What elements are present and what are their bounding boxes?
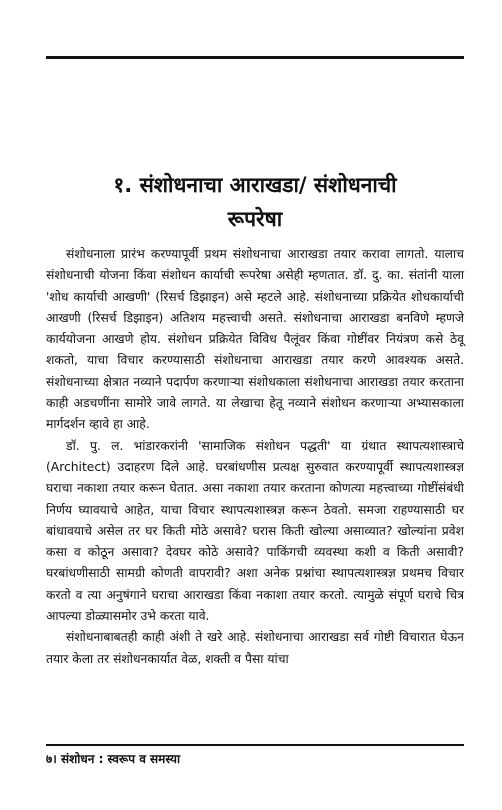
chapter-title-line-1: १. संशोधनाचा आराखडा/ संशोधनाची (113, 173, 397, 197)
chapter-title (46, 168, 464, 236)
paragraph-2: डॉ. पु. ल. भांडारकरांनी 'सामाजिक संशोधन पद्धती' या ग्रंथात स्थापत्यशास्त्राचे (Architect) उदाहरण दिले आहे. घरबांधणीस प्रत्यक्ष सुरुवात करण्यापूर्वी स्थापत्यशास्त्रज्ञ घराचा नकाशा तयार करून घेतात. असा नकाशा तयार करताना कोणत्या महत्त्वाच्या गोष्टींसंबंधी निर्णय घ्यावयाचे आहेत, याचा विचार स्थापत्यशास्त्रज्ञ करून ठेवतो. समजा राहण्यासाठी घर बांधावयाचे असेल तर घर किती मोठे असावे? घरास किती खोल्या असाव्यात? खोल्यांना प्रवेश कसा व कोठून असावा? देवघर कोठे असावे? पाकिंगची व्यवस्था कशी व किती असावी? घरबांधणीसाठी सामग्री कोणती वापरावी? अशा अनेक प्रश्नांचा स्थापत्यशास्त्रज्ञ प्रथमच विचार करतो व त्या अनुषंगाने घराचा आराखडा किंवा नकाशा तयार करतो. त्यामुळे संपूर्ण घराचे चित्र आपल्या डोळ्यासमोर उभे करता यावे. (46, 438, 464, 624)
paragraph-3: संशोधनाबाबतही काही अंशी ते खरे आहे. संशोधनाचा आराखडा सर्व गोष्टी विचारात घेऊन तयार केला तर संशोधनकार्यात वेळ, शक्ती व पैसा यांचा (46, 630, 464, 666)
chapter-title-line-2: रूपरेषा (227, 207, 283, 231)
footer-rule (46, 744, 464, 746)
page-footer: ७। संशोधन : स्वरूप व समस्या (46, 752, 181, 766)
body-text (46, 244, 464, 670)
paragraph-1: संशोधनाला प्रारंभ करण्यापूर्वी प्रथम संशोधनाचा आराखडा तयार करावा लागतो. यालाच संशोधनाची योजना किंवा संशोधन कार्याची रूपरेषा असेही म्हणतात. डॉ. दु. का. संतांनी याला 'शोध कार्याची आखणी' (रिसर्च डिझाइन) असे म्हटले आहे. संशोधनाच्या प्रक्रियेत शोधकार्याची आखणी (रिसर्च डिझाइन) अतिशय महत्त्वाची असते. संशोधनाचा आराखडा बनविणे म्हणजे कार्ययोजना आखणे होय. संशोधन प्रक्रियेत विविध पैलूंवर किंवा गोष्टींवर नियंत्रण कसे ठेवू शकतो, याचा विचार करण्यासाठी संशोधनाचा आराखडा तयार करणे आवश्यक असते. संशोधनाच्या क्षेत्रात नव्याने पदार्पण करणाऱ्या संशोधकाला संशोधनाचा आराखडा तयार करताना काही अडचणींना सामोरे जावे लागते. या लेखाचा हेतू नव्याने संशोधन करणाऱ्या अभ्यासकाला मार्गदर्शन व्हावे हा आहे. (46, 247, 464, 432)
top-rule (46, 56, 464, 59)
